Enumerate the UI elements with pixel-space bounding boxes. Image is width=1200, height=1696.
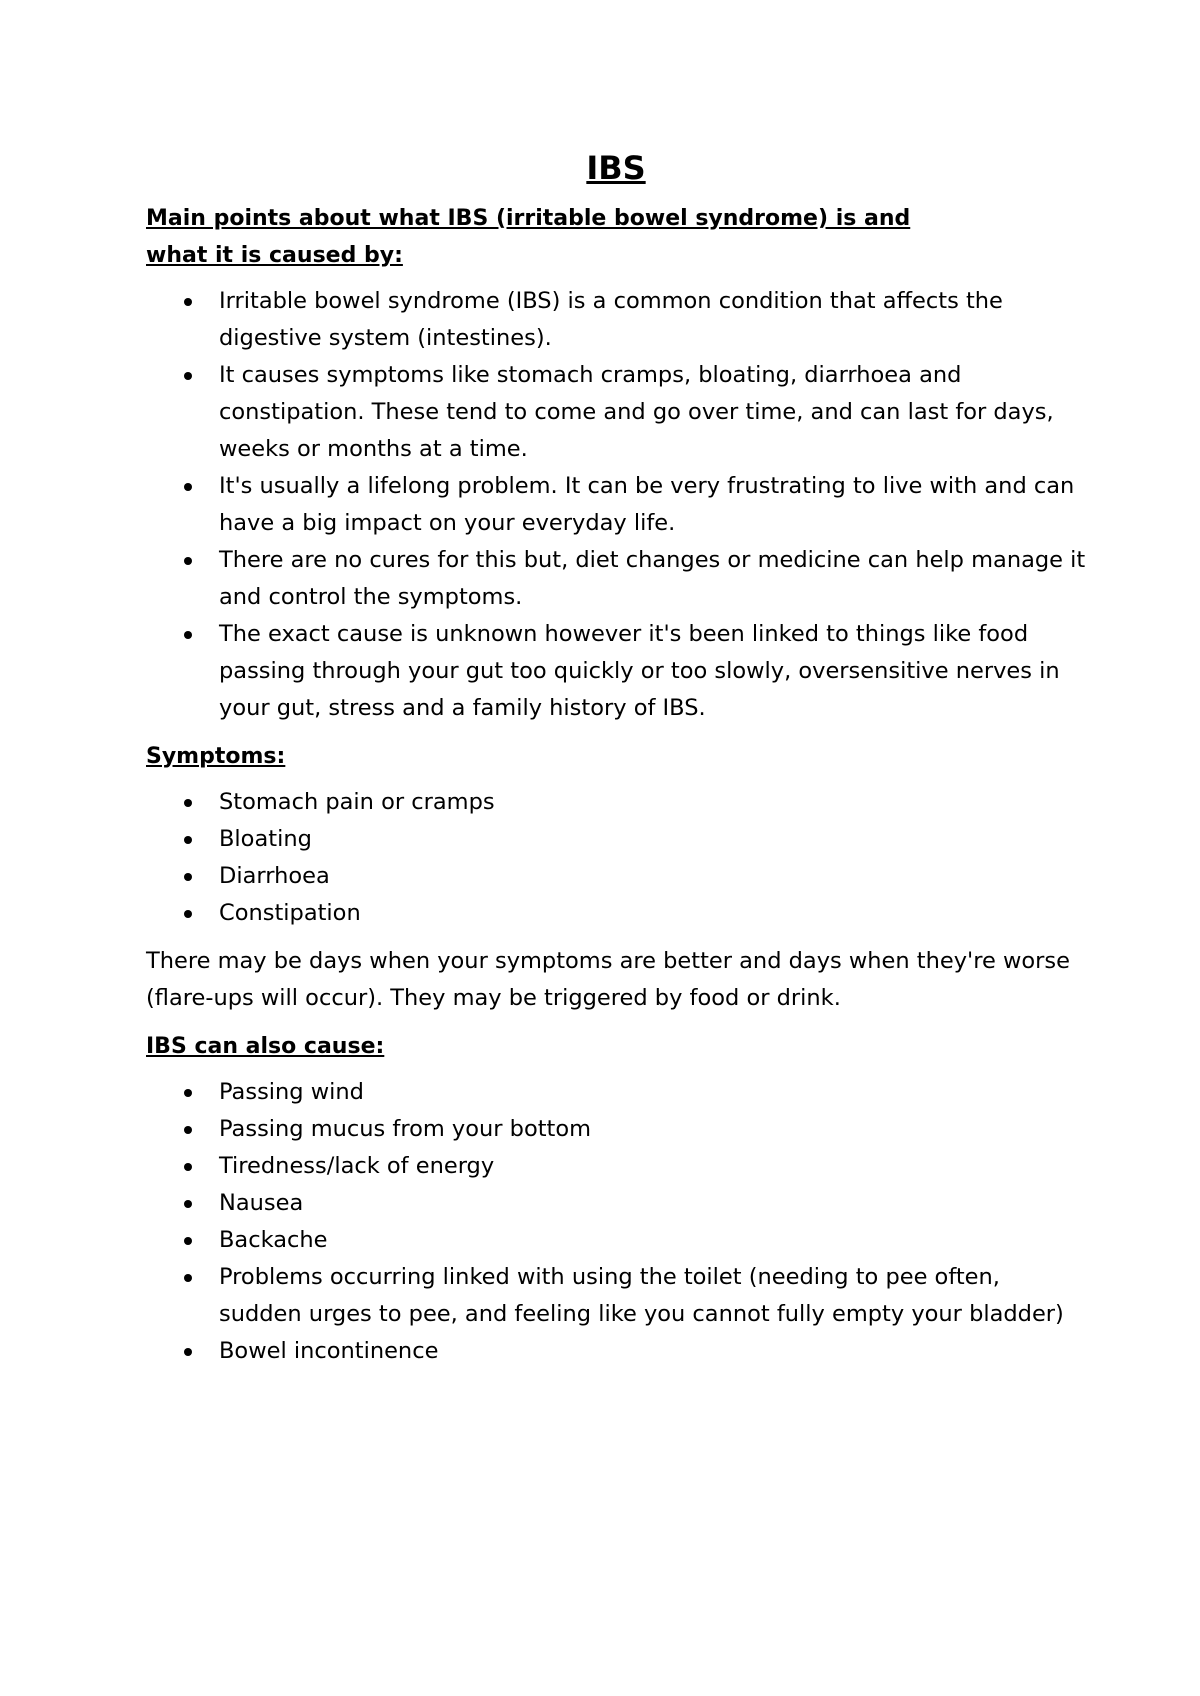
bullet-icon	[184, 1237, 192, 1245]
list-item-text: Backache	[219, 1227, 328, 1253]
bullet-icon	[184, 1163, 192, 1171]
list-item	[146, 542, 1086, 616]
section-symptoms	[146, 738, 1086, 1017]
bullet-icon	[184, 799, 192, 807]
bullet-icon	[184, 873, 192, 881]
document-title: IBS	[586, 149, 646, 187]
section-heading: Symptoms:	[146, 744, 286, 769]
list-item	[146, 283, 1086, 357]
list-item	[146, 1222, 1086, 1259]
list-item	[146, 1185, 1086, 1222]
list-item	[146, 1259, 1086, 1333]
list-item	[146, 1074, 1086, 1111]
list-item-text: Problems occurring linked with using the toilet (needing to pee often, sudden urges to pee, and feeling like you cannot fully empty your bladder)	[219, 1264, 1064, 1327]
list-item	[146, 784, 1086, 821]
bullet-icon	[184, 483, 192, 491]
list-item-text: Stomach pain or cramps	[219, 789, 495, 815]
bullet-icon	[184, 1274, 192, 1282]
bullet-icon	[184, 298, 192, 306]
section-heading: IBS can also cause:	[146, 1034, 385, 1059]
symptoms-paragraph: There may be days when your symptoms are better and days when they're worse (flare-ups will occur). They may be triggered by food or drink.	[146, 948, 1070, 1011]
list-item-text: It's usually a lifelong problem. It can be very frustrating to live with and can have a big impact on your everyday life.	[219, 473, 1075, 536]
section-heading: Main points about what IBS (irritable bowel syndrome) is and what it is caused by:	[146, 206, 911, 268]
section-also-cause	[146, 1028, 1086, 1370]
bullet-icon	[184, 1200, 192, 1208]
list-item	[146, 895, 1086, 932]
list-item-text: Tiredness/lack of energy	[219, 1153, 495, 1179]
list-item-text: Bowel incontinence	[219, 1338, 439, 1364]
section-what-is-ibs	[146, 200, 1086, 727]
list-item	[146, 821, 1086, 858]
bullet-icon	[184, 1089, 192, 1097]
bullet-icon	[184, 1126, 192, 1134]
list-item	[146, 1333, 1086, 1370]
bullet-icon	[184, 631, 192, 639]
list-item-text: Passing wind	[219, 1079, 364, 1105]
bullet-icon	[184, 557, 192, 565]
list-item	[146, 1148, 1086, 1185]
bullet-icon	[184, 836, 192, 844]
list-item	[146, 357, 1086, 468]
list-item-text: Irritable bowel syndrome (IBS) is a common condition that affects the digestive system (intestines).	[219, 288, 1003, 351]
list-item	[146, 468, 1086, 542]
bullet-list	[146, 1074, 1086, 1370]
list-item-text: Constipation	[219, 900, 361, 926]
list-item	[146, 1111, 1086, 1148]
bullet-icon	[184, 910, 192, 918]
document-body	[146, 148, 1086, 1370]
list-item	[146, 616, 1086, 727]
list-item-text: It causes symptoms like stomach cramps, bloating, diarrhoea and constipation. These tend to come and go over time, and can last for days, weeks or months at a time.	[219, 362, 1054, 462]
list-item-text: Passing mucus from your bottom	[219, 1116, 592, 1142]
bullet-icon	[184, 1348, 192, 1356]
bullet-list	[146, 283, 1086, 727]
list-item	[146, 858, 1086, 895]
bullet-icon	[184, 372, 192, 380]
list-item-text: Bloating	[219, 826, 312, 852]
bullet-list	[146, 784, 1086, 932]
list-item-text: Nausea	[219, 1190, 304, 1216]
list-item-text: Diarrhoea	[219, 863, 330, 889]
list-item-text: The exact cause is unknown however it's been linked to things like food passing through your gut too quickly or too slowly, oversensitive nerves in your gut, stress and a family history of IBS.	[219, 621, 1060, 721]
list-item-text: There are no cures for this but, diet changes or medicine can help manage it and control the symptoms.	[219, 547, 1086, 610]
